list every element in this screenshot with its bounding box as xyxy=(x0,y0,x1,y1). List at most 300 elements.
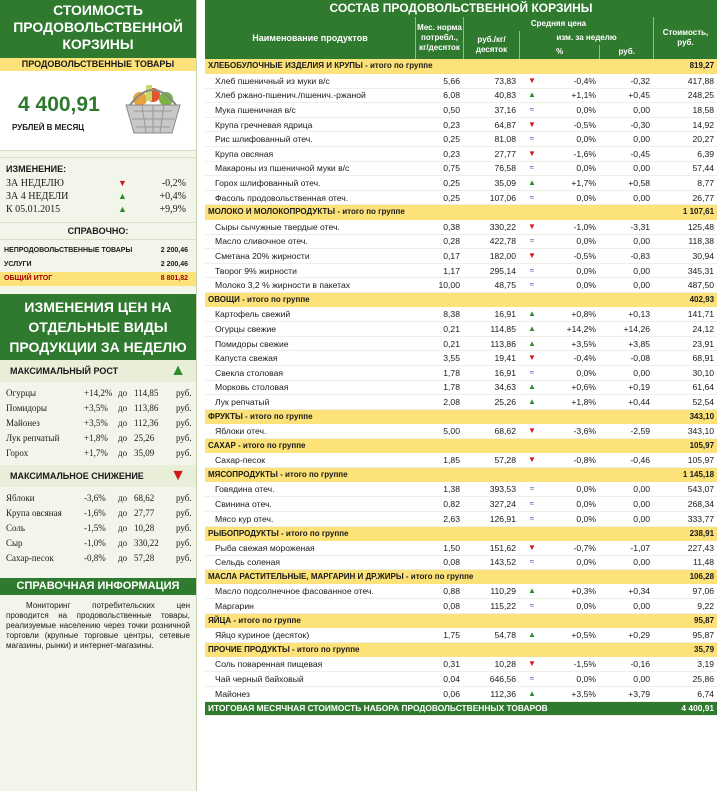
arrow-up-icon: ▲ xyxy=(519,628,545,643)
product-cost: 9,22 xyxy=(653,599,717,614)
product-name: Крупа гречневая ядрица xyxy=(205,117,415,132)
product-cost: 26,77 xyxy=(653,190,717,205)
approx-icon: ≈ xyxy=(519,190,545,205)
product-change-rub: 0,00 xyxy=(599,599,653,614)
product-cost: 227,43 xyxy=(653,541,717,556)
item-to: до xyxy=(118,388,128,398)
product-cost: 141,71 xyxy=(653,307,717,322)
approx-icon: ≈ xyxy=(519,161,545,176)
max-fall-title: МАКСИМАЛЬНОЕ СНИЖЕНИЕ xyxy=(10,471,144,481)
right-panel xyxy=(205,0,717,791)
product-change-rub: 0,00 xyxy=(599,555,653,570)
product-cost: 417,88 xyxy=(653,74,717,89)
item-unit: руб. xyxy=(176,403,192,413)
group-total-row xyxy=(205,468,717,483)
left-panel xyxy=(0,0,197,791)
group-name: МОЛОКО И МОЛОКОПРОДУКТЫ - итого по группе xyxy=(205,205,653,220)
product-change-pct: +0,8% xyxy=(545,307,599,322)
product-change-rub: 0,00 xyxy=(599,497,653,512)
product-price: 64,87 xyxy=(463,117,519,132)
product-price: 16,91 xyxy=(463,307,519,322)
change-value: +0,4% xyxy=(159,191,186,202)
product-change-rub: +0,13 xyxy=(599,307,653,322)
item-name: Майонез xyxy=(6,418,40,428)
product-change-rub: 0,00 xyxy=(599,672,653,687)
total-block xyxy=(0,71,196,151)
product-change-rub: 0,00 xyxy=(599,190,653,205)
product-row xyxy=(205,482,717,497)
arrow-down-icon: ▼ xyxy=(519,453,545,468)
product-change-pct: 0,0% xyxy=(545,190,599,205)
change-value: -0,2% xyxy=(161,178,186,189)
product-name: Фасоль продовольственная отеч. xyxy=(205,190,415,205)
product-name: Сметана 20% жирности xyxy=(205,249,415,264)
product-change-rub: -0,32 xyxy=(599,74,653,89)
product-norm: 8,38 xyxy=(415,307,463,322)
item-to: до xyxy=(118,418,128,428)
approx-icon: ≈ xyxy=(519,511,545,526)
product-name: Мясо кур отеч. xyxy=(205,511,415,526)
product-row xyxy=(205,424,717,439)
product-name: Горох шлифованный отеч. xyxy=(205,176,415,191)
item-pct: -0,8% xyxy=(84,553,106,563)
product-norm: 0,25 xyxy=(415,132,463,147)
approx-icon: ≈ xyxy=(519,672,545,687)
product-change-pct: -1,0% xyxy=(545,220,599,235)
product-norm: 10,00 xyxy=(415,278,463,293)
change-value: +9,9% xyxy=(159,204,186,215)
product-cost: 118,38 xyxy=(653,234,717,249)
price-change-row xyxy=(0,416,196,431)
product-row xyxy=(205,511,717,526)
product-price: 19,41 xyxy=(463,351,519,366)
product-price: 76,58 xyxy=(463,161,519,176)
product-row xyxy=(205,176,717,191)
product-name: Хлеб пшеничный из муки в/с xyxy=(205,74,415,89)
product-cost: 268,34 xyxy=(653,497,717,512)
approx-icon: ≈ xyxy=(519,103,545,118)
product-norm: 0,82 xyxy=(415,497,463,512)
info-title: СПРАВОЧНАЯ ИНФОРМАЦИЯ xyxy=(0,578,196,595)
arrow-up-icon: ▲ xyxy=(519,380,545,395)
product-norm: 1,50 xyxy=(415,541,463,556)
group-cost: 95,87 xyxy=(653,614,717,629)
final-total-row xyxy=(205,701,717,716)
product-row xyxy=(205,278,717,293)
item-name: Яблоки xyxy=(6,493,35,503)
product-cost: 30,10 xyxy=(653,365,717,380)
product-price: 422,78 xyxy=(463,234,519,249)
product-change-pct: 0,0% xyxy=(545,263,599,278)
product-row xyxy=(205,103,717,118)
product-row xyxy=(205,234,717,249)
item-to: до xyxy=(118,493,128,503)
product-norm: 0,21 xyxy=(415,322,463,337)
arrow-down-icon: ▼ xyxy=(519,147,545,162)
product-cost: 6,74 xyxy=(653,687,717,702)
product-change-rub: +0,34 xyxy=(599,584,653,599)
group-cost: 106,28 xyxy=(653,570,717,585)
product-cost: 23,91 xyxy=(653,336,717,351)
product-cost: 95,87 xyxy=(653,628,717,643)
product-cost: 14,92 xyxy=(653,117,717,132)
product-price: 115,22 xyxy=(463,599,519,614)
product-change-pct: -0,5% xyxy=(545,249,599,264)
product-change-rub: -2,59 xyxy=(599,424,653,439)
item-price: 25,26 xyxy=(134,433,155,443)
product-change-rub: +0,45 xyxy=(599,88,653,103)
product-row xyxy=(205,322,717,337)
product-change-pct: +1,1% xyxy=(545,88,599,103)
product-change-rub: +14,26 xyxy=(599,322,653,337)
col-cost: Стоимость, руб. xyxy=(653,17,717,59)
product-row xyxy=(205,365,717,380)
product-change-rub: +0,58 xyxy=(599,176,653,191)
product-cost: 20,27 xyxy=(653,132,717,147)
product-row xyxy=(205,249,717,264)
grand-total-row xyxy=(0,272,196,286)
product-norm: 1,38 xyxy=(415,482,463,497)
product-change-rub: 0,00 xyxy=(599,278,653,293)
product-row xyxy=(205,657,717,672)
reference-value: 2 200,46 xyxy=(160,261,188,268)
product-norm: 0,28 xyxy=(415,234,463,249)
arrow-down-icon: ▼ xyxy=(519,424,545,439)
group-name: САХАР - итого по группе xyxy=(205,438,653,453)
product-row xyxy=(205,263,717,278)
product-name: Сахар-песок xyxy=(205,453,415,468)
item-to: до xyxy=(118,553,128,563)
group-total-row xyxy=(205,643,717,658)
product-price: 182,00 xyxy=(463,249,519,264)
product-cost: 68,91 xyxy=(653,351,717,366)
product-norm: 1,78 xyxy=(415,380,463,395)
product-change-rub: -0,45 xyxy=(599,147,653,162)
product-change-rub: 0,00 xyxy=(599,132,653,147)
product-norm: 5,00 xyxy=(415,424,463,439)
product-price: 25,26 xyxy=(463,395,519,410)
product-name: Помидоры свежие xyxy=(205,336,415,351)
reference-row xyxy=(0,244,196,258)
col-norm: Мес. норма потребл., кг/десяток xyxy=(415,17,463,59)
arrow-up-icon: ▲ xyxy=(519,687,545,702)
product-norm: 0,50 xyxy=(415,103,463,118)
item-pct: -3,6% xyxy=(84,493,106,503)
arrow-down-icon: ▼ xyxy=(519,657,545,672)
arrow-down-icon: ▼ xyxy=(519,74,545,89)
product-cost: 61,64 xyxy=(653,380,717,395)
col-change: изм. за неделю xyxy=(556,33,617,42)
arrow-up-icon: ▲ xyxy=(519,584,545,599)
group-cost: 819,27 xyxy=(653,59,717,74)
product-name: Маргарин xyxy=(205,599,415,614)
final-total-value: 4 400,91 xyxy=(653,701,717,716)
product-change-pct: 0,0% xyxy=(545,234,599,249)
product-change-pct: 0,0% xyxy=(545,555,599,570)
product-change-pct: -0,7% xyxy=(545,541,599,556)
product-change-pct: 0,0% xyxy=(545,482,599,497)
item-unit: руб. xyxy=(176,508,192,518)
item-name: Сахар-песок xyxy=(6,553,54,563)
product-cost: 30,94 xyxy=(653,249,717,264)
product-change-pct: 0,0% xyxy=(545,132,599,147)
item-to: до xyxy=(118,403,128,413)
group-cost: 105,97 xyxy=(653,438,717,453)
grocery-basket-icon xyxy=(120,81,186,141)
product-name: Говядина отеч. xyxy=(205,482,415,497)
group-name: РЫБОПРОДУКТЫ - итого по группе xyxy=(205,526,653,541)
product-change-rub: +0,29 xyxy=(599,628,653,643)
product-price: 40,83 xyxy=(463,88,519,103)
product-name: Лук репчатый xyxy=(205,395,415,410)
group-cost: 1 145,18 xyxy=(653,468,717,483)
item-price: 330,22 xyxy=(134,538,159,548)
product-cost: 24,12 xyxy=(653,322,717,337)
arrow-up-icon: ▲ xyxy=(519,176,545,191)
product-name: Майонез xyxy=(205,687,415,702)
price-change-row xyxy=(0,386,196,401)
reference-label: НЕПРОДОВОЛЬСТВЕННЫЕ ТОВАРЫ xyxy=(4,247,133,254)
item-price: 113,86 xyxy=(134,403,159,413)
item-pct: -1,0% xyxy=(84,538,106,548)
product-cost: 487,50 xyxy=(653,278,717,293)
arrow-up-icon: ▲ xyxy=(519,395,545,410)
approx-icon: ≈ xyxy=(519,234,545,249)
product-price: 114,85 xyxy=(463,322,519,337)
product-norm: 0,21 xyxy=(415,336,463,351)
group-name: МЯСОПРОДУКТЫ - итого по группе xyxy=(205,468,653,483)
product-norm: 0,38 xyxy=(415,220,463,235)
basket-composition-title: СОСТАВ ПРОДОВОЛЬСТВЕННОЙ КОРЗИНЫ xyxy=(205,0,717,17)
product-name: Свекла столовая xyxy=(205,365,415,380)
price-changes-title: ИЗМЕНЕНИЯ ЦЕН НА ОТДЕЛЬНЫЕ ВИДЫ ПРОДУКЦИИ ЗА НЕДЕЛЮ xyxy=(0,294,196,360)
item-unit: руб. xyxy=(176,433,192,443)
product-price: 27,77 xyxy=(463,147,519,162)
product-row xyxy=(205,117,717,132)
product-row xyxy=(205,584,717,599)
product-norm: 0,23 xyxy=(415,117,463,132)
product-norm: 0,08 xyxy=(415,599,463,614)
item-unit: руб. xyxy=(176,493,192,503)
approx-icon: ≈ xyxy=(519,497,545,512)
product-cost: 57,44 xyxy=(653,161,717,176)
product-change-pct: +0,3% xyxy=(545,584,599,599)
product-cost: 343,10 xyxy=(653,424,717,439)
product-change-rub: +0,44 xyxy=(599,395,653,410)
col-price-rub: руб./кг/ десяток xyxy=(475,35,508,54)
product-name: Мука пшеничная в/с xyxy=(205,103,415,118)
product-row xyxy=(205,132,717,147)
product-cost: 125,48 xyxy=(653,220,717,235)
grand-total-label: ОБЩИЙ ИТОГ xyxy=(4,275,53,282)
arrow-down-icon: ▼ xyxy=(519,117,545,132)
product-price: 68,62 xyxy=(463,424,519,439)
product-price: 330,22 xyxy=(463,220,519,235)
basket-cost-title: СТОИМОСТЬ ПРОДОВОЛЬСТВЕННОЙ КОРЗИНЫ xyxy=(0,0,196,58)
product-row xyxy=(205,672,717,687)
price-change-row xyxy=(0,521,196,536)
table-header xyxy=(205,17,717,59)
product-name: Яблоки отеч. xyxy=(205,424,415,439)
change-row xyxy=(0,190,196,203)
product-cost: 18,58 xyxy=(653,103,717,118)
product-change-pct: 0,0% xyxy=(545,103,599,118)
item-unit: руб. xyxy=(176,538,192,548)
product-change-rub: 0,00 xyxy=(599,511,653,526)
product-row xyxy=(205,628,717,643)
product-row xyxy=(205,555,717,570)
group-cost: 238,91 xyxy=(653,526,717,541)
product-row xyxy=(205,307,717,322)
total-value: 4 400,91 xyxy=(18,93,100,116)
product-price: 35,09 xyxy=(463,176,519,191)
reference-row xyxy=(0,258,196,272)
item-unit: руб. xyxy=(176,388,192,398)
group-cost: 1 107,61 xyxy=(653,205,717,220)
item-unit: руб. xyxy=(176,448,192,458)
item-name: Сыр xyxy=(6,538,23,548)
product-name: Морковь столовая xyxy=(205,380,415,395)
product-cost: 8,77 xyxy=(653,176,717,191)
product-change-rub: 0,00 xyxy=(599,263,653,278)
product-change-rub: -0,08 xyxy=(599,351,653,366)
arrow-down-icon: ▼ xyxy=(519,249,545,264)
group-cost: 35,79 xyxy=(653,643,717,658)
arrow-down-icon: ▼ xyxy=(519,220,545,235)
product-change-pct: -1,5% xyxy=(545,657,599,672)
product-price: 112,36 xyxy=(463,687,519,702)
price-change-row xyxy=(0,446,196,461)
product-row xyxy=(205,147,717,162)
item-to: до xyxy=(118,433,128,443)
price-change-row xyxy=(0,401,196,416)
group-cost: 343,10 xyxy=(653,409,717,424)
max-rise-title: МАКСИМАЛЬНЫЙ РОСТ xyxy=(10,366,119,376)
group-total-row xyxy=(205,409,717,424)
product-norm: 1,78 xyxy=(415,365,463,380)
product-change-rub: -0,30 xyxy=(599,117,653,132)
group-name: МАСЛА РАСТИТЕЛЬНЫЕ, МАРГАРИН И ДР.ЖИРЫ - итого по группе xyxy=(205,570,653,585)
product-price: 295,14 xyxy=(463,263,519,278)
product-norm: 0,25 xyxy=(415,190,463,205)
product-row xyxy=(205,541,717,556)
price-change-row xyxy=(0,551,196,566)
product-price: 327,24 xyxy=(463,497,519,512)
product-cost: 345,31 xyxy=(653,263,717,278)
product-change-rub: 0,00 xyxy=(599,365,653,380)
product-norm: 6,08 xyxy=(415,88,463,103)
product-change-pct: -0,5% xyxy=(545,117,599,132)
product-norm: 0,17 xyxy=(415,249,463,264)
change-label: ЗА 4 НЕДЕЛИ xyxy=(6,191,69,202)
item-name: Лук репчатый xyxy=(6,433,60,443)
arrow-up-icon: ▲ xyxy=(519,88,545,103)
item-pct: +3,5% xyxy=(84,418,108,428)
approx-icon: ≈ xyxy=(519,482,545,497)
product-change-rub: 0,00 xyxy=(599,161,653,176)
product-price: 37,16 xyxy=(463,103,519,118)
product-change-pct: 0,0% xyxy=(545,511,599,526)
approx-icon: ≈ xyxy=(519,555,545,570)
arrow-up-icon: ▲ xyxy=(118,204,127,214)
product-name: Рис шлифованный отеч. xyxy=(205,132,415,147)
product-name: Свинина отеч. xyxy=(205,497,415,512)
item-unit: руб. xyxy=(176,418,192,428)
item-price: 35,09 xyxy=(134,448,155,458)
product-change-rub: -0,16 xyxy=(599,657,653,672)
product-name: Молоко 3,2 % жирности в пакетах xyxy=(205,278,415,293)
product-change-pct: 0,0% xyxy=(545,278,599,293)
group-name: ЯЙЦА - итого по группе xyxy=(205,614,653,629)
product-name: Рыба свежая мороженая xyxy=(205,541,415,556)
item-pct: -1,6% xyxy=(84,508,106,518)
final-total-label: ИТОГОВАЯ МЕСЯЧНАЯ СТОИМОСТЬ НАБОРА ПРОДОВОЛЬСТВЕННЫХ ТОВАРОВ xyxy=(205,701,653,716)
approx-icon: ≈ xyxy=(519,132,545,147)
item-name: Огурцы xyxy=(6,388,37,398)
item-name: Крупа овсяная xyxy=(6,508,62,518)
group-cost: 402,93 xyxy=(653,293,717,308)
product-norm: 0,25 xyxy=(415,176,463,191)
product-change-pct: -3,6% xyxy=(545,424,599,439)
product-name: Творог 9% жирности xyxy=(205,263,415,278)
product-norm: 2,63 xyxy=(415,511,463,526)
product-change-rub: -3,31 xyxy=(599,220,653,235)
product-row xyxy=(205,220,717,235)
product-change-pct: 0,0% xyxy=(545,161,599,176)
product-change-rub: 0,00 xyxy=(599,103,653,118)
product-change-pct: 0,0% xyxy=(545,672,599,687)
product-price: 113,86 xyxy=(463,336,519,351)
item-name: Соль xyxy=(6,523,25,533)
price-change-row xyxy=(0,431,196,446)
group-total-row xyxy=(205,438,717,453)
product-row xyxy=(205,687,717,702)
approx-icon: ≈ xyxy=(519,263,545,278)
product-change-pct: +0,5% xyxy=(545,628,599,643)
col-avg-price xyxy=(463,17,653,59)
product-norm: 3,55 xyxy=(415,351,463,366)
product-row xyxy=(205,380,717,395)
product-price: 34,63 xyxy=(463,380,519,395)
group-name: ПРОЧИЕ ПРОДУКТЫ - итого по группе xyxy=(205,643,653,658)
product-cost: 11,48 xyxy=(653,555,717,570)
product-price: 16,91 xyxy=(463,365,519,380)
product-price: 110,29 xyxy=(463,584,519,599)
price-change-row xyxy=(0,506,196,521)
product-change-rub: +3,85 xyxy=(599,336,653,351)
product-price: 81,08 xyxy=(463,132,519,147)
product-change-rub: +3,79 xyxy=(599,687,653,702)
product-norm: 0,08 xyxy=(415,555,463,570)
arrow-up-icon: ▲ xyxy=(519,322,545,337)
product-cost: 25,86 xyxy=(653,672,717,687)
arrow-up-icon: ▲ xyxy=(118,191,127,201)
group-total-row xyxy=(205,570,717,585)
grand-total-value: 8 801,82 xyxy=(160,275,188,282)
price-change-row xyxy=(0,536,196,551)
product-price: 54,78 xyxy=(463,628,519,643)
group-total-row xyxy=(205,205,717,220)
product-row xyxy=(205,88,717,103)
col-name: Наименование продуктов xyxy=(252,33,368,43)
product-change-pct: +1,8% xyxy=(545,395,599,410)
item-price: 10,28 xyxy=(134,523,155,533)
product-change-pct: +14,2% xyxy=(545,322,599,337)
group-total-row xyxy=(205,293,717,308)
col-avg-title: Средняя цена xyxy=(530,19,587,28)
product-row xyxy=(205,74,717,89)
group-total-row xyxy=(205,614,717,629)
